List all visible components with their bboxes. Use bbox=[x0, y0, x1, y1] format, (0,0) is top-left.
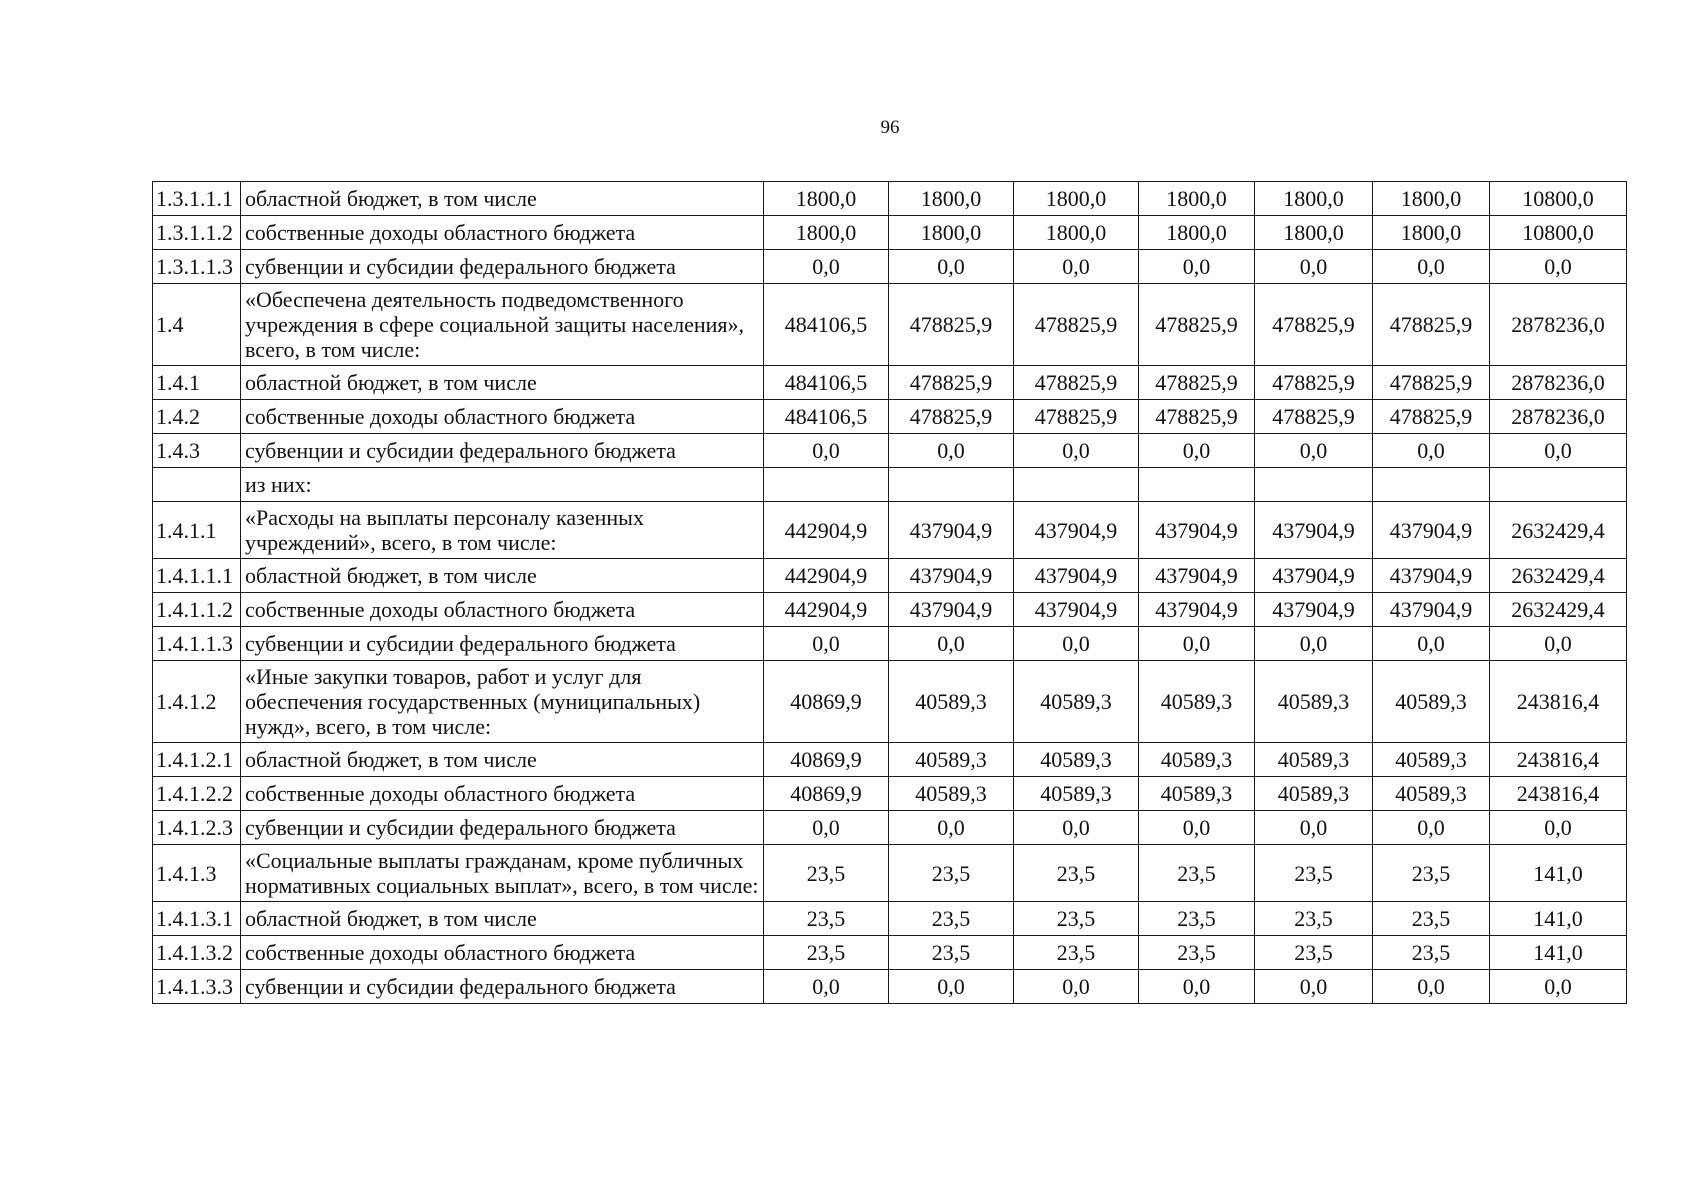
table-row bbox=[153, 593, 1627, 627]
row-name: собственные доходы областного бюджета bbox=[241, 216, 764, 250]
row-year-value: 0,0 bbox=[1139, 434, 1255, 468]
row-year-value: 40589,3 bbox=[1373, 743, 1490, 777]
table-row bbox=[153, 250, 1627, 284]
row-year-value: 1800,0 bbox=[1014, 182, 1139, 216]
row-total-value: 141,0 bbox=[1490, 845, 1627, 902]
row-year-value: 0,0 bbox=[764, 970, 889, 1004]
row-year-value: 40589,3 bbox=[889, 777, 1014, 811]
row-year-value: 1800,0 bbox=[764, 182, 889, 216]
row-total-value: 10800,0 bbox=[1490, 182, 1627, 216]
row-year-value: 442904,9 bbox=[764, 593, 889, 627]
row-total-value: 0,0 bbox=[1490, 250, 1627, 284]
row-year-value: 23,5 bbox=[889, 936, 1014, 970]
row-year-value: 478825,9 bbox=[1255, 366, 1373, 400]
row-year-value: 0,0 bbox=[1373, 811, 1490, 845]
row-year-value: 0,0 bbox=[1014, 627, 1139, 661]
row-year-value: 23,5 bbox=[1255, 936, 1373, 970]
row-year-value: 23,5 bbox=[764, 902, 889, 936]
row-year-value: 0,0 bbox=[1255, 434, 1373, 468]
table-row bbox=[153, 743, 1627, 777]
row-code: 1.4.1.2.2 bbox=[153, 777, 241, 811]
row-year-value: 40869,9 bbox=[764, 743, 889, 777]
row-year-value: 437904,9 bbox=[1255, 593, 1373, 627]
row-year-value bbox=[1139, 468, 1255, 502]
table-row bbox=[153, 936, 1627, 970]
row-name: областной бюджет, в том числе bbox=[241, 366, 764, 400]
table-row bbox=[153, 902, 1627, 936]
row-code: 1.4.1.3.3 bbox=[153, 970, 241, 1004]
row-total-value: 2878236,0 bbox=[1490, 284, 1627, 366]
row-year-value: 437904,9 bbox=[1139, 502, 1255, 559]
row-year-value: 0,0 bbox=[764, 434, 889, 468]
table-row bbox=[153, 284, 1627, 366]
row-year-value: 23,5 bbox=[1373, 902, 1490, 936]
row-code: 1.3.1.1.3 bbox=[153, 250, 241, 284]
row-year-value: 0,0 bbox=[1373, 970, 1490, 1004]
row-year-value: 437904,9 bbox=[1373, 559, 1490, 593]
row-year-value: 40589,3 bbox=[889, 661, 1014, 743]
row-year-value: 478825,9 bbox=[1139, 284, 1255, 366]
table-body bbox=[153, 182, 1627, 1004]
table-row bbox=[153, 400, 1627, 434]
row-year-value: 1800,0 bbox=[1139, 216, 1255, 250]
row-year-value: 437904,9 bbox=[889, 502, 1014, 559]
row-name: «Расходы на выплаты персоналу казенных учреждений», всего, в том числе: bbox=[241, 502, 764, 559]
row-name: областной бюджет, в том числе bbox=[241, 559, 764, 593]
row-code: 1.4.2 bbox=[153, 400, 241, 434]
row-year-value: 40589,3 bbox=[1014, 777, 1139, 811]
row-year-value bbox=[1373, 468, 1490, 502]
row-code: 1.4.1.3.2 bbox=[153, 936, 241, 970]
row-name: «Иные закупки товаров, работ и услуг для обеспечения государственных (муниципальных) нужд», всего, в том числе: bbox=[241, 661, 764, 743]
row-total-value: 10800,0 bbox=[1490, 216, 1627, 250]
row-year-value: 437904,9 bbox=[1139, 593, 1255, 627]
row-year-value: 1800,0 bbox=[1373, 216, 1490, 250]
row-year-value: 40589,3 bbox=[1373, 777, 1490, 811]
row-name: «Обеспечена деятельность подведомственного учреждения в сфере социальной защиты населения», всего, в том числе: bbox=[241, 284, 764, 366]
table-row bbox=[153, 661, 1627, 743]
row-year-value: 1800,0 bbox=[889, 182, 1014, 216]
table-row bbox=[153, 845, 1627, 902]
row-year-value: 23,5 bbox=[1255, 902, 1373, 936]
row-year-value: 0,0 bbox=[889, 811, 1014, 845]
row-code: 1.4.1.3 bbox=[153, 845, 241, 902]
table-row bbox=[153, 627, 1627, 661]
row-code: 1.4.1.1 bbox=[153, 502, 241, 559]
row-year-value: 478825,9 bbox=[889, 284, 1014, 366]
page-number: 96 bbox=[880, 117, 900, 138]
row-name: собственные доходы областного бюджета bbox=[241, 777, 764, 811]
row-year-value: 1800,0 bbox=[764, 216, 889, 250]
row-year-value: 1800,0 bbox=[1373, 182, 1490, 216]
row-year-value: 437904,9 bbox=[1373, 593, 1490, 627]
row-year-value: 40589,3 bbox=[1255, 777, 1373, 811]
row-name: собственные доходы областного бюджета bbox=[241, 593, 764, 627]
row-year-value: 437904,9 bbox=[1014, 502, 1139, 559]
row-year-value: 478825,9 bbox=[1255, 284, 1373, 366]
table-row bbox=[153, 777, 1627, 811]
row-year-value: 40589,3 bbox=[1014, 743, 1139, 777]
row-year-value: 23,5 bbox=[889, 845, 1014, 902]
table-row bbox=[153, 502, 1627, 559]
table-row bbox=[153, 468, 1627, 502]
row-year-value: 0,0 bbox=[1255, 970, 1373, 1004]
row-year-value: 23,5 bbox=[1139, 902, 1255, 936]
row-name: субвенции и субсидии федерального бюджета bbox=[241, 250, 764, 284]
row-year-value: 23,5 bbox=[1139, 936, 1255, 970]
row-year-value: 40589,3 bbox=[1255, 661, 1373, 743]
row-year-value: 40589,3 bbox=[1373, 661, 1490, 743]
row-year-value: 0,0 bbox=[1255, 627, 1373, 661]
row-year-value: 0,0 bbox=[889, 250, 1014, 284]
row-total-value: 2632429,4 bbox=[1490, 593, 1627, 627]
row-year-value: 478825,9 bbox=[1014, 284, 1139, 366]
row-year-value: 437904,9 bbox=[889, 559, 1014, 593]
row-name: областной бюджет, в том числе bbox=[241, 182, 764, 216]
row-year-value: 478825,9 bbox=[1373, 400, 1490, 434]
row-year-value: 1800,0 bbox=[1014, 216, 1139, 250]
row-year-value: 0,0 bbox=[764, 250, 889, 284]
row-total-value: 0,0 bbox=[1490, 970, 1627, 1004]
row-total-value: 0,0 bbox=[1490, 811, 1627, 845]
row-code: 1.4.1.1.1 bbox=[153, 559, 241, 593]
row-year-value: 23,5 bbox=[1139, 845, 1255, 902]
row-name: собственные доходы областного бюджета bbox=[241, 400, 764, 434]
row-total-value: 0,0 bbox=[1490, 434, 1627, 468]
row-year-value: 437904,9 bbox=[1373, 502, 1490, 559]
row-year-value: 0,0 bbox=[1014, 250, 1139, 284]
row-year-value: 442904,9 bbox=[764, 502, 889, 559]
row-total-value: 243816,4 bbox=[1490, 661, 1627, 743]
row-year-value: 437904,9 bbox=[1139, 559, 1255, 593]
row-year-value: 1800,0 bbox=[889, 216, 1014, 250]
row-year-value: 478825,9 bbox=[1255, 400, 1373, 434]
row-year-value: 0,0 bbox=[1014, 811, 1139, 845]
row-name: собственные доходы областного бюджета bbox=[241, 936, 764, 970]
row-name: субвенции и субсидии федерального бюджета bbox=[241, 811, 764, 845]
row-code: 1.4.1.2.1 bbox=[153, 743, 241, 777]
row-year-value: 40869,9 bbox=[764, 777, 889, 811]
row-year-value: 478825,9 bbox=[1139, 400, 1255, 434]
row-year-value: 23,5 bbox=[889, 902, 1014, 936]
row-year-value: 437904,9 bbox=[889, 593, 1014, 627]
row-year-value: 1800,0 bbox=[1255, 216, 1373, 250]
row-total-value bbox=[1490, 468, 1627, 502]
row-code: 1.4 bbox=[153, 284, 241, 366]
row-year-value: 23,5 bbox=[1014, 902, 1139, 936]
row-year-value: 442904,9 bbox=[764, 559, 889, 593]
row-year-value: 0,0 bbox=[1255, 811, 1373, 845]
row-year-value: 0,0 bbox=[889, 970, 1014, 1004]
row-name: областной бюджет, в том числе bbox=[241, 743, 764, 777]
row-code: 1.4.1.2 bbox=[153, 661, 241, 743]
table-row bbox=[153, 216, 1627, 250]
row-year-value: 437904,9 bbox=[1014, 593, 1139, 627]
row-name: областной бюджет, в том числе bbox=[241, 902, 764, 936]
row-year-value bbox=[1014, 468, 1139, 502]
table-row bbox=[153, 366, 1627, 400]
row-year-value: 40869,9 bbox=[764, 661, 889, 743]
row-year-value: 40589,3 bbox=[1139, 661, 1255, 743]
row-name: «Социальные выплаты гражданам, кроме публичных нормативных социальных выплат», всего, в том числе: bbox=[241, 845, 764, 902]
row-year-value: 484106,5 bbox=[764, 284, 889, 366]
row-year-value: 478825,9 bbox=[1139, 366, 1255, 400]
table-row bbox=[153, 434, 1627, 468]
row-code: 1.4.1.1.2 bbox=[153, 593, 241, 627]
row-year-value: 40589,3 bbox=[1255, 743, 1373, 777]
row-year-value: 484106,5 bbox=[764, 366, 889, 400]
row-year-value: 484106,5 bbox=[764, 400, 889, 434]
row-year-value: 0,0 bbox=[1373, 250, 1490, 284]
row-year-value bbox=[889, 468, 1014, 502]
row-year-value: 478825,9 bbox=[1014, 400, 1139, 434]
row-year-value: 40589,3 bbox=[1014, 661, 1139, 743]
row-name: субвенции и субсидии федерального бюджета bbox=[241, 970, 764, 1004]
row-year-value: 0,0 bbox=[1014, 970, 1139, 1004]
row-year-value: 437904,9 bbox=[1014, 559, 1139, 593]
row-year-value: 23,5 bbox=[1014, 845, 1139, 902]
row-code: 1.4.1.2.3 bbox=[153, 811, 241, 845]
row-total-value: 141,0 bbox=[1490, 936, 1627, 970]
row-total-value: 243816,4 bbox=[1490, 743, 1627, 777]
row-year-value: 478825,9 bbox=[1373, 366, 1490, 400]
row-code: 1.3.1.1.1 bbox=[153, 182, 241, 216]
row-year-value: 437904,9 bbox=[1255, 502, 1373, 559]
row-year-value: 1800,0 bbox=[1255, 182, 1373, 216]
row-year-value: 478825,9 bbox=[1373, 284, 1490, 366]
row-year-value: 0,0 bbox=[764, 627, 889, 661]
row-name: субвенции и субсидии федерального бюджета bbox=[241, 627, 764, 661]
row-year-value: 23,5 bbox=[1373, 936, 1490, 970]
row-total-value: 2878236,0 bbox=[1490, 366, 1627, 400]
row-total-value: 0,0 bbox=[1490, 627, 1627, 661]
row-year-value bbox=[764, 468, 889, 502]
row-total-value: 243816,4 bbox=[1490, 777, 1627, 811]
row-year-value: 0,0 bbox=[1139, 250, 1255, 284]
row-year-value: 40589,3 bbox=[889, 743, 1014, 777]
row-year-value: 0,0 bbox=[1014, 434, 1139, 468]
row-name: из них: bbox=[241, 468, 764, 502]
row-year-value: 0,0 bbox=[889, 627, 1014, 661]
row-year-value: 23,5 bbox=[1255, 845, 1373, 902]
row-code: 1.4.3 bbox=[153, 434, 241, 468]
row-year-value: 478825,9 bbox=[889, 400, 1014, 434]
row-year-value: 437904,9 bbox=[1255, 559, 1373, 593]
row-year-value: 478825,9 bbox=[1014, 366, 1139, 400]
row-total-value: 2632429,4 bbox=[1490, 502, 1627, 559]
row-year-value: 23,5 bbox=[764, 936, 889, 970]
row-code: 1.4.1.1.3 bbox=[153, 627, 241, 661]
row-code: 1.3.1.1.2 bbox=[153, 216, 241, 250]
table-row bbox=[153, 559, 1627, 593]
row-year-value: 40589,3 bbox=[1139, 777, 1255, 811]
row-year-value: 1800,0 bbox=[1139, 182, 1255, 216]
row-name: субвенции и субсидии федерального бюджета bbox=[241, 434, 764, 468]
row-year-value bbox=[1255, 468, 1373, 502]
row-year-value: 0,0 bbox=[1373, 434, 1490, 468]
row-year-value: 23,5 bbox=[764, 845, 889, 902]
row-year-value: 0,0 bbox=[1139, 627, 1255, 661]
row-total-value: 2632429,4 bbox=[1490, 559, 1627, 593]
row-year-value: 23,5 bbox=[1373, 845, 1490, 902]
row-year-value: 0,0 bbox=[889, 434, 1014, 468]
row-total-value: 141,0 bbox=[1490, 902, 1627, 936]
budget-table bbox=[152, 181, 1627, 1004]
row-year-value: 40589,3 bbox=[1139, 743, 1255, 777]
row-year-value: 478825,9 bbox=[889, 366, 1014, 400]
row-code: 1.4.1 bbox=[153, 366, 241, 400]
row-year-value: 23,5 bbox=[1014, 936, 1139, 970]
row-total-value: 2878236,0 bbox=[1490, 400, 1627, 434]
row-year-value: 0,0 bbox=[764, 811, 889, 845]
row-code: 1.4.1.3.1 bbox=[153, 902, 241, 936]
row-year-value: 0,0 bbox=[1139, 811, 1255, 845]
table-row bbox=[153, 182, 1627, 216]
row-year-value: 0,0 bbox=[1255, 250, 1373, 284]
row-year-value: 0,0 bbox=[1373, 627, 1490, 661]
row-code bbox=[153, 468, 241, 502]
row-year-value: 0,0 bbox=[1139, 970, 1255, 1004]
table-row bbox=[153, 811, 1627, 845]
table-row bbox=[153, 970, 1627, 1004]
